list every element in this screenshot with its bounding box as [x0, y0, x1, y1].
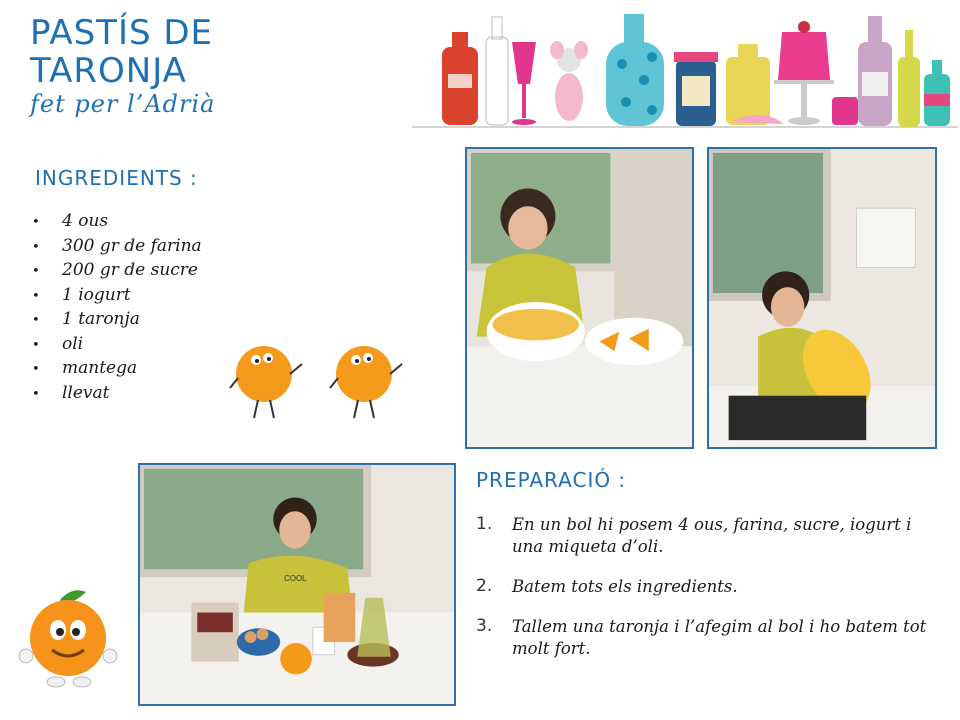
- ingredient-item: • 1 taronja: [32, 309, 140, 329]
- ingredient-item: • oli: [32, 333, 84, 354]
- page-title: [30, 14, 213, 90]
- title-line-1: PASTÍS DE: [30, 13, 214, 53]
- preparation-step: [476, 576, 946, 598]
- ingredient-item: • 300 gr de farina: [32, 235, 202, 256]
- shirt-text: COOL: [284, 574, 307, 584]
- step-text: En un bol hi posem 4 ous, farina, sucre, iogurt i una miqueta d’oli.: [512, 515, 912, 556]
- preparation-heading: PREPARACIÓ :: [476, 468, 627, 492]
- ingredient-item: • mantega: [32, 358, 138, 378]
- step-number: 1.: [476, 514, 493, 534]
- ingredient-item: • 1 iogurt: [32, 284, 131, 305]
- step-number: 3.: [476, 616, 493, 636]
- ingredient-item: • 4 ous: [32, 211, 109, 231]
- title-line-2: TARONJA: [30, 51, 187, 91]
- orange-mascot-illustration: [16, 586, 118, 690]
- step-text: Tallem una taronja i l’afegim al bol i ho batem tot molt fort.: [512, 617, 927, 658]
- preparation-step: [476, 616, 946, 660]
- ingredient-item: • llevat: [32, 382, 110, 403]
- photo-pouring: [707, 147, 937, 449]
- step-number: 2.: [476, 576, 493, 596]
- preparation-steps: [476, 514, 946, 678]
- step-text: Batem tots els ingredients.: [512, 577, 738, 596]
- ingredients-list: [32, 210, 202, 406]
- page-subtitle: fet per l’Adrià: [30, 90, 216, 118]
- ingredient-item: • 200 gr de sucre: [32, 260, 198, 280]
- bottles-illustration: [412, 2, 958, 130]
- ingredients-heading: INGREDIENTS :: [35, 166, 198, 190]
- photo-ingredients: [138, 463, 456, 706]
- photo-mixing: [465, 147, 694, 449]
- dancing-orange-illustration: [228, 338, 306, 422]
- dancing-orange-illustration: [328, 338, 406, 422]
- preparation-step: [476, 514, 946, 558]
